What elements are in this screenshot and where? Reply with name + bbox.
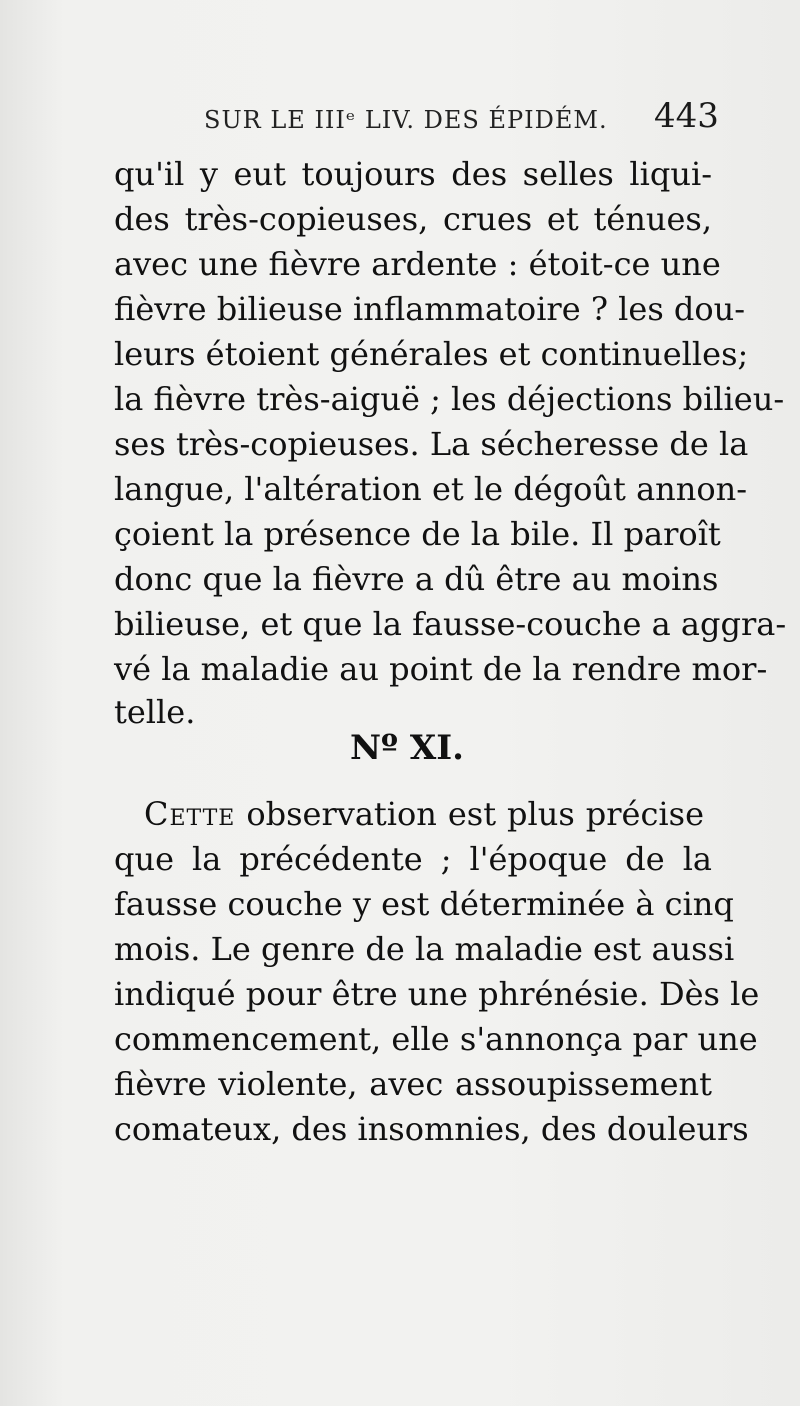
text-line: qu'il y eut toujours des selles liqui- xyxy=(114,155,712,193)
text-line: mois. Le genre de la maladie est aussi xyxy=(114,930,735,968)
text-line: vé la maladie au point de la rendre mor- xyxy=(114,650,768,688)
text-line: indiqué pour être une phrénésie. Dès le xyxy=(114,975,760,1013)
text-line: la fièvre très-aiguë ; les déjections bilieu- xyxy=(114,380,785,418)
section-heading: Nº XI. xyxy=(349,728,465,768)
text-line: fièvre bilieuse inflammatoire ? les dou- xyxy=(114,290,746,328)
text-line: langue, l'altération et le dégoût annon- xyxy=(114,470,748,508)
text-line: donc que la fièvre a dû être au moins xyxy=(114,560,719,598)
text-line: comateux, des insomnies, des douleurs xyxy=(114,1110,749,1148)
drop-word: Cette xyxy=(144,795,236,833)
text-line: fausse couche y est déterminée à cinq xyxy=(114,885,734,923)
text-line: avec une fièvre ardente : étoit-ce une xyxy=(114,245,721,283)
text-line: ses très-copieuses. La sécheresse de la xyxy=(114,425,749,463)
text-line: commencement, elle s'annonça par une xyxy=(114,1020,758,1058)
text-line: telle. xyxy=(114,693,196,731)
running-head: SUR LE IIIᵉ LIV. DES ÉPIDÉM. xyxy=(204,106,608,134)
text-line: des très-copieuses, crues et ténues, xyxy=(114,200,712,238)
text-line: fièvre violente, avec assoupissement xyxy=(114,1065,712,1103)
page-header xyxy=(0,92,800,152)
text-line: bilieuse, et que la fausse-couche a aggra- xyxy=(114,605,787,643)
page-number: 443 xyxy=(654,96,719,136)
text-line: que la précédente ; l'époque de la xyxy=(114,840,712,878)
text-line-first xyxy=(144,794,704,834)
text-line: çoient la présence de la bile. Il paroît xyxy=(114,515,721,553)
text-span: observation est plus précise xyxy=(235,795,704,833)
text-line: leurs étoient générales et continuelles; xyxy=(114,335,749,373)
